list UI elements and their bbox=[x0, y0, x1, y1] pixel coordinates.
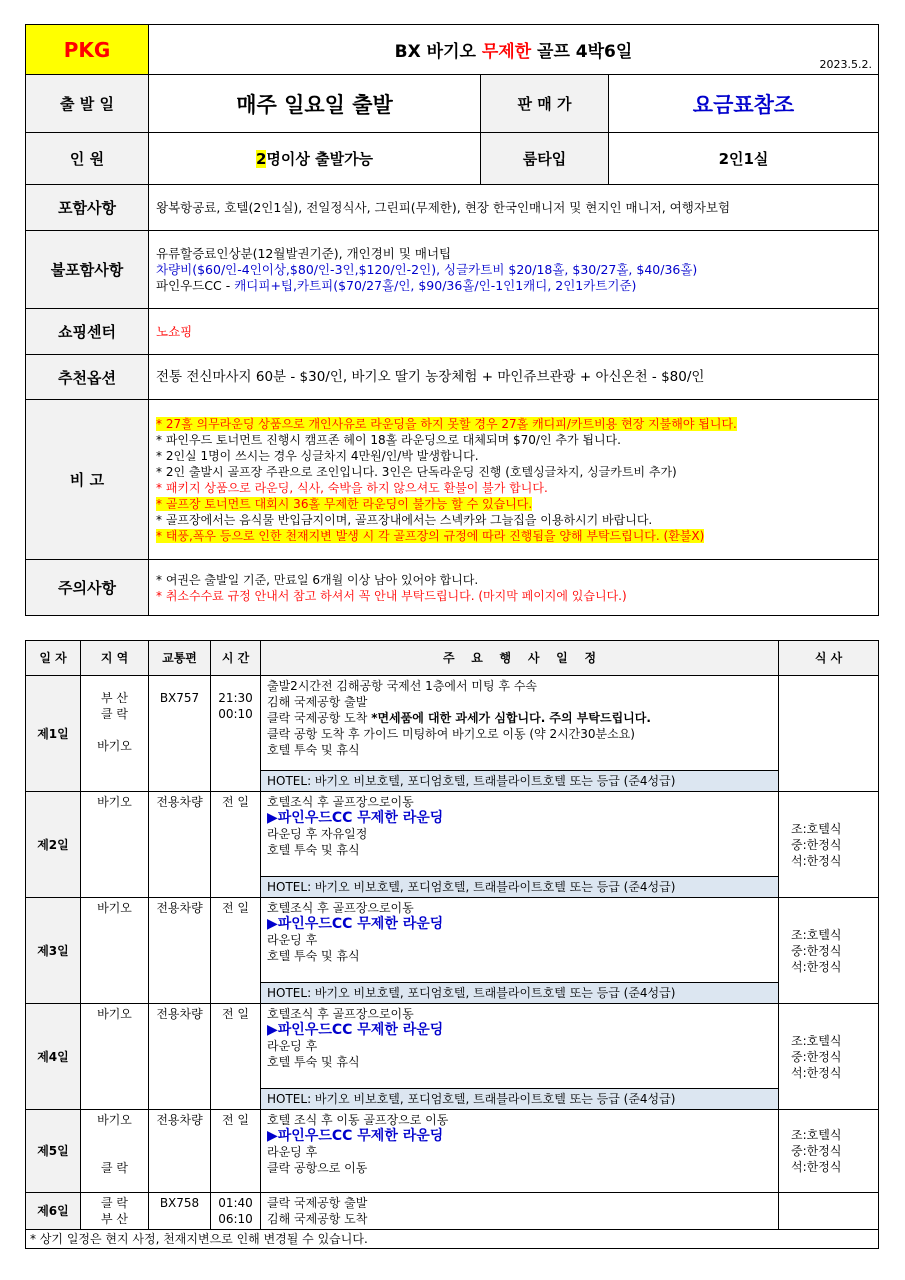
day-hotel: HOTEL: 바기오 비보호텔, 포디엄호텔, 트래블라이트호텔 또는 등급 (준4성급) bbox=[261, 877, 779, 898]
region-line: 부 산 bbox=[101, 1212, 128, 1226]
day-hotel: HOTEL: 바기오 비보호텔, 포디엄호텔, 트래블라이트호텔 또는 등급 (준4성급) bbox=[261, 771, 779, 792]
day-label: 제1일 bbox=[26, 676, 81, 792]
day-time bbox=[211, 1193, 261, 1230]
note-line: * 27홀 의무라운딩 상품으로 개인사유로 라운딩을 하지 못할 경우 27홀 캐디피/카트비용 현장 지불해야 됩니다. bbox=[156, 416, 737, 431]
notes-value bbox=[149, 400, 879, 560]
meal-line: 중:한정식 bbox=[791, 837, 842, 852]
day-plan bbox=[261, 792, 779, 877]
meal-line: 조:호텔식 bbox=[791, 927, 842, 942]
day-row bbox=[26, 1193, 879, 1230]
plan-line: 호텔조식 후 골프장으로이동 bbox=[267, 901, 414, 915]
plan-line: 클락 공항으로 이동 bbox=[267, 1161, 368, 1175]
region-line: 클 락 bbox=[101, 1161, 128, 1175]
excluded-line: 유류할증료인상분(12월발권기준), 개인경비 및 매너팁 bbox=[156, 245, 452, 261]
day-meal bbox=[779, 898, 879, 1004]
caution-label: 주의사항 bbox=[26, 560, 149, 616]
day-plan bbox=[261, 898, 779, 983]
shopping-label: 쇼핑센터 bbox=[26, 309, 149, 355]
day-row bbox=[26, 792, 879, 877]
title-part-2: 골프 4박6일 bbox=[531, 42, 633, 62]
plan-line: 클락 공항 도착 후 가이드 미팅하여 바기오로 이동 (약 2시간30분소요) bbox=[267, 727, 635, 741]
day-row bbox=[26, 1110, 879, 1193]
plan-activity: ▶파인우드CC 무제한 라운딩 bbox=[267, 1128, 444, 1144]
day-region bbox=[81, 1193, 149, 1230]
day-transport: BX758 bbox=[149, 1193, 211, 1230]
price-value: 요금표참조 bbox=[609, 75, 879, 133]
plan-line: 클락 국제공항 도착 bbox=[267, 711, 372, 725]
day-meal bbox=[779, 792, 879, 898]
excluded-value bbox=[149, 231, 879, 309]
day-label: 제5일 bbox=[26, 1110, 81, 1193]
doc-date: 2023.5.2. bbox=[819, 58, 872, 71]
pkg-label: PKG bbox=[26, 25, 149, 75]
excluded-line: 차량비($60/인-4인이상,$80/인-3인,$120/인-2인), 싱글카트비 $20/18홀, $30/27홀, $40/36홀) bbox=[156, 261, 698, 277]
col-header-schedule: 주 요 행 사 일 정 bbox=[261, 641, 779, 676]
region-spacer bbox=[81, 1128, 148, 1160]
meal-line: 중:한정식 bbox=[791, 943, 842, 958]
plan-line: 호텔 투숙 및 휴식 bbox=[267, 949, 360, 963]
caution-line: * 취소수수료 규정 안내서 참고 하셔서 꼭 안내 부탁드립니다. (마지막 페이지에 있습니다.) bbox=[156, 588, 627, 603]
day-plan bbox=[261, 1004, 779, 1089]
people-label: 인 원 bbox=[26, 133, 149, 185]
day-transport: 전용차량 bbox=[149, 1110, 211, 1193]
day-transport: 전용차량 bbox=[149, 1004, 211, 1110]
title-highlight: 무제한 bbox=[481, 42, 532, 62]
plan-line: 호텔 투숙 및 휴식 bbox=[267, 843, 360, 857]
meal-line: 조:호텔식 bbox=[791, 1128, 842, 1142]
included-label: 포함사항 bbox=[26, 185, 149, 231]
day-time bbox=[211, 676, 261, 792]
note-line: * 태풍,폭우 등으로 인한 천재지변 발생 시 각 골프장의 규정에 따라 진행됨을 양해 부탁드립니다. (환불X) bbox=[156, 528, 705, 543]
day-hotel: HOTEL: 바기오 비보호텔, 포디엄호텔, 트래블라이트호텔 또는 등급 (준4성급) bbox=[261, 1089, 779, 1110]
region-line: 부 산 bbox=[101, 691, 128, 705]
col-header-day: 일 자 bbox=[26, 641, 81, 676]
meal-line: 중:한정식 bbox=[791, 1144, 842, 1158]
region-line: 클 락 bbox=[101, 1196, 128, 1210]
meal-line: 석:한정식 bbox=[791, 853, 842, 868]
caution-value bbox=[149, 560, 879, 616]
plan-line: 라운딩 후 bbox=[267, 1039, 318, 1053]
day-time: 전 일 bbox=[211, 1004, 261, 1110]
plan-activity: ▶파인우드CC 무제한 라운딩 bbox=[267, 1022, 444, 1038]
options-label: 추천옵션 bbox=[26, 355, 149, 400]
note-line: * 패키지 상품으로 라운딩, 식사, 숙박을 하지 않으셔도 환불이 불가 합니다. bbox=[156, 480, 548, 495]
region-line: 클 락 bbox=[101, 707, 128, 721]
plan-line: 김해 국제공항 도착 bbox=[267, 1212, 368, 1226]
package-info-table bbox=[25, 24, 879, 616]
col-header-time: 시 간 bbox=[211, 641, 261, 676]
day-region: 바기오 bbox=[81, 792, 149, 898]
plan-line-warning: *면세품에 대한 과세가 심합니다. 주의 부탁드립니다. bbox=[371, 711, 651, 725]
plan-line: 김해 국제공항 출발 bbox=[267, 695, 368, 709]
col-header-region: 지 역 bbox=[81, 641, 149, 676]
day-label: 제4일 bbox=[26, 1004, 81, 1110]
time-line: 01:40 bbox=[218, 1196, 253, 1210]
day-row bbox=[26, 898, 879, 983]
depart-value: 매주 일요일 출발 bbox=[149, 75, 481, 133]
excluded-line: 파인우드CC - bbox=[156, 277, 235, 293]
people-num: 2 bbox=[255, 150, 267, 168]
included-value: 왕복항공료, 호텔(2인1실), 전일정식사, 그린피(무제한), 현장 한국인매니저 및 현지인 매니저, 여행자보험 bbox=[149, 185, 879, 231]
plan-line: 클락 국제공항 출발 bbox=[267, 1196, 368, 1210]
room-value: 2인1실 bbox=[609, 133, 879, 185]
note-line: * 2인실 1명이 쓰시는 경우 싱글차지 4만원/인/박 발생합니다. bbox=[156, 448, 479, 463]
day-transport: BX757 bbox=[149, 676, 211, 792]
plan-line: 라운딩 후 자유일정 bbox=[267, 827, 368, 841]
meal-line: 석:한정식 bbox=[791, 959, 842, 974]
schedule-footnote: * 상기 일정은 현지 사정, 천재지변으로 인해 변경될 수 있습니다. bbox=[26, 1230, 879, 1249]
options-value: 전통 전신마사지 60분 - $30/인, 바기오 딸기 농장체험 + 마인쥬브관광 + 아신온천 - $80/인 bbox=[149, 355, 879, 400]
col-header-meal: 식 사 bbox=[779, 641, 879, 676]
day-plan bbox=[261, 676, 779, 771]
note-line: * 골프장에서는 음식물 반입금지이며, 골프장내에서는 스넥카와 그늘집을 이용하시기 바랍니다. bbox=[156, 512, 653, 527]
day-transport: 전용차량 bbox=[149, 898, 211, 1004]
note-line: * 파인우드 토너먼트 진행시 캠프존 헤이 18홀 라운딩으로 대체되며 $70/인 추가 됩니다. bbox=[156, 432, 621, 447]
caution-line: * 여권은 출발일 기준, 만료일 6개월 이상 남아 있어야 합니다. bbox=[156, 572, 479, 587]
shopping-value: 노쇼핑 bbox=[149, 309, 879, 355]
plan-line: 호텔조식 후 골프장으로이동 bbox=[267, 795, 414, 809]
plan-line: 호텔조식 후 골프장으로이동 bbox=[267, 1007, 414, 1021]
day-plan bbox=[261, 1193, 779, 1230]
day-row bbox=[26, 676, 879, 771]
day-label: 제2일 bbox=[26, 792, 81, 898]
schedule-table bbox=[25, 640, 879, 1249]
note-line: * 2인 출발시 골프장 주관으로 조인입니다. 3인은 단독라운딩 진행 (호텔싱글차지, 싱글카트비 추가) bbox=[156, 464, 677, 479]
day-label: 제6일 bbox=[26, 1193, 81, 1230]
plan-line: 호텔 투숙 및 휴식 bbox=[267, 743, 360, 757]
people-value bbox=[149, 133, 481, 185]
plan-line: 라운딩 후 bbox=[267, 1145, 318, 1159]
excluded-label: 불포함사항 bbox=[26, 231, 149, 309]
notes-label: 비 고 bbox=[26, 400, 149, 560]
meal-line: 중:한정식 bbox=[791, 1049, 842, 1064]
meal-line: 석:한정식 bbox=[791, 1160, 842, 1174]
time-line: 06:10 bbox=[218, 1212, 253, 1226]
meal-line: 조:호텔식 bbox=[791, 1033, 842, 1048]
plan-activity: ▶파인우드CC 무제한 라운딩 bbox=[267, 810, 444, 826]
people-text: 명이상 출발가능 bbox=[266, 150, 374, 168]
region-line: 바기오 bbox=[97, 739, 132, 753]
day-region bbox=[81, 676, 149, 792]
time-line: 00:10 bbox=[218, 707, 253, 721]
plan-line: 호텔 조식 후 이동 골프장으로 이동 bbox=[267, 1113, 449, 1127]
day-region: 바기오 bbox=[81, 898, 149, 1004]
meal-line: 조:호텔식 bbox=[791, 821, 842, 836]
day-time: 전 일 bbox=[211, 898, 261, 1004]
package-title bbox=[149, 25, 879, 75]
day-plan bbox=[261, 1110, 779, 1193]
plan-line: 라운딩 후 bbox=[267, 933, 318, 947]
room-label: 룸타입 bbox=[481, 133, 609, 185]
price-label: 판 매 가 bbox=[481, 75, 609, 133]
title-part: BX 바기오 bbox=[394, 42, 482, 62]
day-time: 전 일 bbox=[211, 792, 261, 898]
day-row bbox=[26, 1004, 879, 1089]
meal-line: 석:한정식 bbox=[791, 1065, 842, 1080]
region-spacer bbox=[81, 722, 148, 738]
day-time: 전 일 bbox=[211, 1110, 261, 1193]
note-line: * 골프장 토너먼트 대회시 36홀 무제한 라운딩이 불가능 할 수 있습니다. bbox=[156, 496, 533, 511]
plan-line: 출발2시간전 김해공항 국제선 1층에서 미팅 후 수속 bbox=[267, 679, 537, 693]
day-region: 바기오 bbox=[81, 1004, 149, 1110]
day-region bbox=[81, 1110, 149, 1193]
day-hotel: HOTEL: 바기오 비보호텔, 포디엄호텔, 트래블라이트호텔 또는 등급 (준4성급) bbox=[261, 983, 779, 1004]
day-meal bbox=[779, 1193, 879, 1230]
region-line: 바기오 bbox=[97, 1113, 132, 1127]
day-transport: 전용차량 bbox=[149, 792, 211, 898]
col-header-transport: 교통편 bbox=[149, 641, 211, 676]
excluded-line-blue: 캐디피+팁,카트피($70/27홀/인, $90/36홀/인-1인1캐디, 2인1카트기준) bbox=[234, 277, 637, 293]
plan-line: 호텔 투숙 및 휴식 bbox=[267, 1055, 360, 1069]
day-meal bbox=[779, 1004, 879, 1110]
time-line: 21:30 bbox=[218, 691, 253, 705]
day-meal bbox=[779, 676, 879, 792]
day-label: 제3일 bbox=[26, 898, 81, 1004]
depart-label: 출 발 일 bbox=[26, 75, 149, 133]
plan-activity: ▶파인우드CC 무제한 라운딩 bbox=[267, 916, 444, 932]
day-meal bbox=[779, 1110, 879, 1193]
